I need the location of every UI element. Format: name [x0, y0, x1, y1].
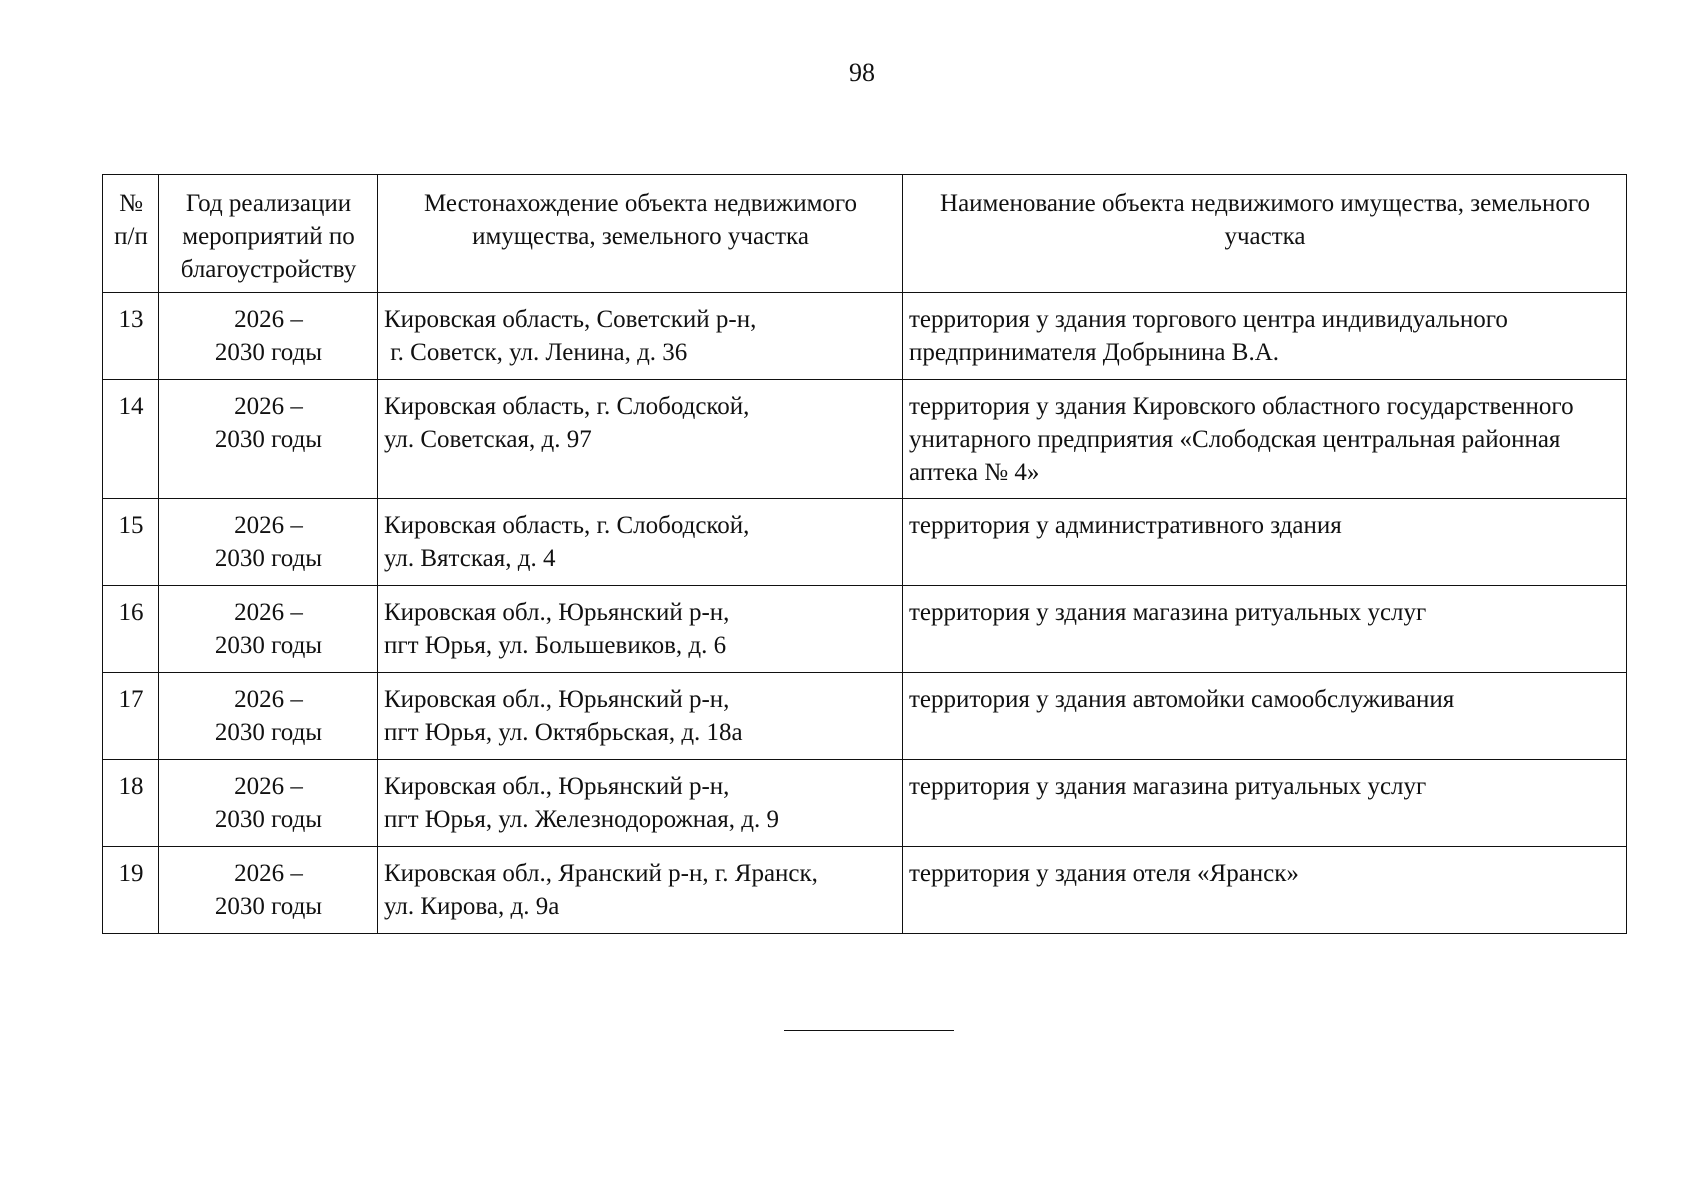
- location-line1: Кировская область, г. Слободской,: [384, 393, 750, 420]
- year-from: 2026 –: [234, 306, 303, 333]
- table-row: [103, 847, 1627, 934]
- row-object-name: территория у здания отеля «Яранск»: [903, 847, 1627, 934]
- row-number: 13: [103, 293, 159, 380]
- row-number: 18: [103, 760, 159, 847]
- row-object-name: территория у здания магазина ритуальных услуг: [903, 760, 1627, 847]
- row-location: [378, 586, 903, 673]
- row-location: [378, 380, 903, 499]
- location-line2: ул. Вятская, д. 4: [384, 545, 556, 572]
- year-from: 2026 –: [234, 860, 303, 887]
- row-number: 16: [103, 586, 159, 673]
- table-row: [103, 293, 1627, 380]
- row-location: [378, 673, 903, 760]
- location-line1: Кировская обл., Яранский р-н, г. Яранск,: [384, 860, 818, 887]
- row-location: [378, 499, 903, 586]
- year-from: 2026 –: [234, 393, 303, 420]
- page-number: 98: [849, 58, 875, 87]
- location-line1: Кировская обл., Юрьянский р-н,: [384, 599, 730, 626]
- year-to: 2030 годы: [214, 632, 323, 659]
- row-object-name: территория у здания магазина ритуальных услуг: [903, 586, 1627, 673]
- row-object-name: территория у здания торгового центра индивидуального предпринимателя Добрынина В.А.: [903, 293, 1627, 380]
- row-year: [159, 673, 378, 760]
- location-line1: Кировская обл., Юрьянский р-н,: [384, 686, 730, 713]
- table-row: [103, 586, 1627, 673]
- year-to: 2030 годы: [214, 719, 323, 746]
- table-row: [103, 760, 1627, 847]
- end-separator-line: [784, 1030, 954, 1031]
- table-header-row: [103, 175, 1627, 293]
- row-number: 14: [103, 380, 159, 499]
- row-object-name: территория у здания автомойки самообслуживания: [903, 673, 1627, 760]
- header-name: Наименование объекта недвижимого имущества, земельного участка: [903, 175, 1627, 293]
- header-num: № п/п: [103, 175, 159, 293]
- table-row: [103, 499, 1627, 586]
- row-number: 15: [103, 499, 159, 586]
- year-from: 2026 –: [234, 599, 303, 626]
- location-line2: г. Советск, ул. Ленина, д. 36: [384, 339, 688, 366]
- table-row: [103, 673, 1627, 760]
- year-to: 2030 годы: [214, 339, 323, 366]
- year-to: 2030 годы: [214, 426, 323, 453]
- year-to: 2030 годы: [214, 806, 323, 833]
- header-location: Местонахождение объекта недвижимого имущества, земельного участка: [378, 175, 903, 293]
- location-line2: ул. Кирова, д. 9а: [384, 893, 560, 920]
- row-number: 19: [103, 847, 159, 934]
- location-line1: Кировская область, Советский р-н,: [384, 306, 757, 333]
- year-to: 2030 годы: [214, 893, 323, 920]
- location-line2: пгт Юрья, ул. Октябрьская, д. 18а: [384, 719, 743, 746]
- location-line2: пгт Юрья, ул. Железнодорожная, д. 9: [384, 806, 779, 833]
- year-from: 2026 –: [234, 686, 303, 713]
- row-year: [159, 847, 378, 934]
- location-line1: Кировская область, г. Слободской,: [384, 512, 750, 539]
- row-location: [378, 760, 903, 847]
- year-to: 2030 годы: [214, 545, 323, 572]
- row-year: [159, 380, 378, 499]
- row-year: [159, 499, 378, 586]
- location-line2: ул. Советская, д. 97: [384, 426, 592, 453]
- header-year: Год реализации мероприятий по благоустройству: [159, 175, 378, 293]
- row-year: [159, 293, 378, 380]
- row-number: 17: [103, 673, 159, 760]
- row-object-name: территория у здания Кировского областного государственного унитарного предприятия «Слободская центральная районная аптека № 4»: [903, 380, 1627, 499]
- location-line1: Кировская обл., Юрьянский р-н,: [384, 773, 730, 800]
- row-year: [159, 760, 378, 847]
- year-from: 2026 –: [234, 512, 303, 539]
- row-location: [378, 293, 903, 380]
- location-line2: пгт Юрья, ул. Большевиков, д. 6: [384, 632, 727, 659]
- row-year: [159, 586, 378, 673]
- row-object-name: территория у административного здания: [903, 499, 1627, 586]
- row-location: [378, 847, 903, 934]
- year-from: 2026 –: [234, 773, 303, 800]
- table-row: [103, 380, 1627, 499]
- property-table: [102, 174, 1627, 934]
